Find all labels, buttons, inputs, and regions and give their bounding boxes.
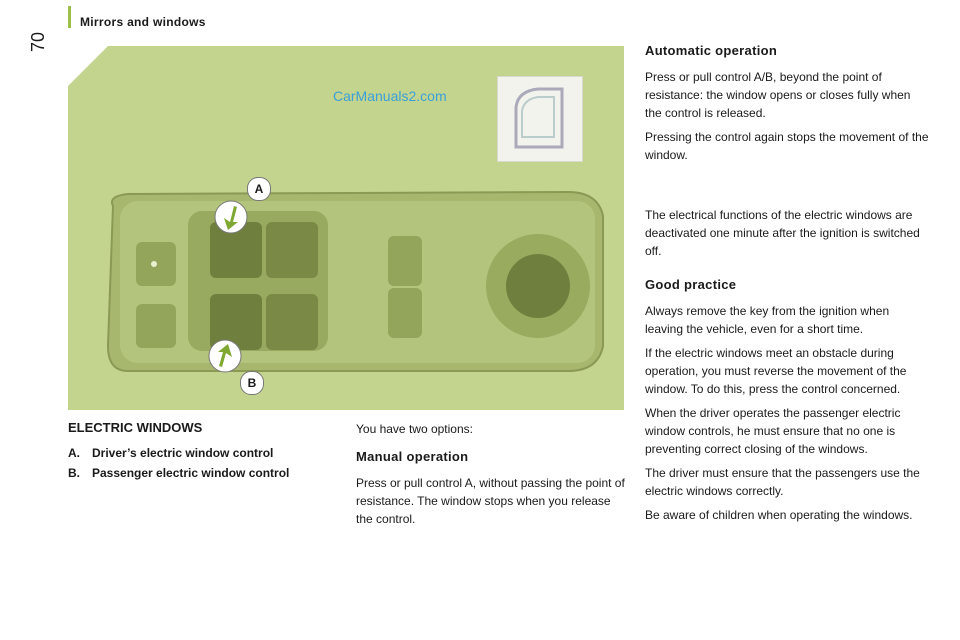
column-3 [645,42,930,530]
control-label-a: A [247,177,271,201]
good-practice-text-1: Always remove the key from the ignition when leaving the vehicle, even for a short time. [645,304,890,336]
legend-text: Driver’s electric window control [92,446,274,460]
control-label-b: B [240,371,264,395]
page-number: 70 [28,31,48,52]
intro-text: You have two options: [356,422,473,436]
electric-windows-title: ELECTRIC WINDOWS [68,420,203,435]
automatic-text-1: Press or pull control A/B, beyond the point of resistance: the window opens or closes fully when the control is released. [645,70,911,120]
legend [68,446,289,486]
header-accent-bar [68,6,71,28]
manual-operation-text: Press or pull control A, without passing the point of resistance. The window stops when you release the control. [356,476,625,526]
column-2 [356,420,626,534]
legend-key: B. [68,466,80,480]
door-icon [498,77,582,161]
legend-item [68,466,289,480]
good-practice-heading: Good practice [645,277,737,292]
arrow-up-icon [208,339,242,373]
good-practice-text-3: When the driver operates the passenger electric window controls, he must ensure that no one is preventing correct closing of the windows. [645,406,901,456]
arrow-down-icon [214,200,248,234]
automatic-text-3: The electrical functions of the electric windows are deactivated one minute after the ignition is switched off. [645,208,920,258]
watermark: CarManuals2.com [333,88,447,104]
section-title: Mirrors and windows [80,15,206,29]
door-inset-image [497,76,583,162]
legend-text: Passenger electric window control [92,466,290,480]
good-practice-text-4: The driver must ensure that the passengers use the electric windows correctly. [645,466,920,498]
good-practice-text-2: If the electric windows meet an obstacle during operation, you must reverse the movement of the window. To do this, press the control concerned. [645,346,907,396]
legend-key: A. [68,446,80,460]
good-practice-text-5: Be aware of children when operating the windows. [645,508,913,522]
manual-operation-heading: Manual operation [356,449,469,464]
automatic-operation-heading: Automatic operation [645,43,778,58]
automatic-text-2: Pressing the control again stops the movement of the window. [645,130,929,162]
legend-item [68,446,289,460]
